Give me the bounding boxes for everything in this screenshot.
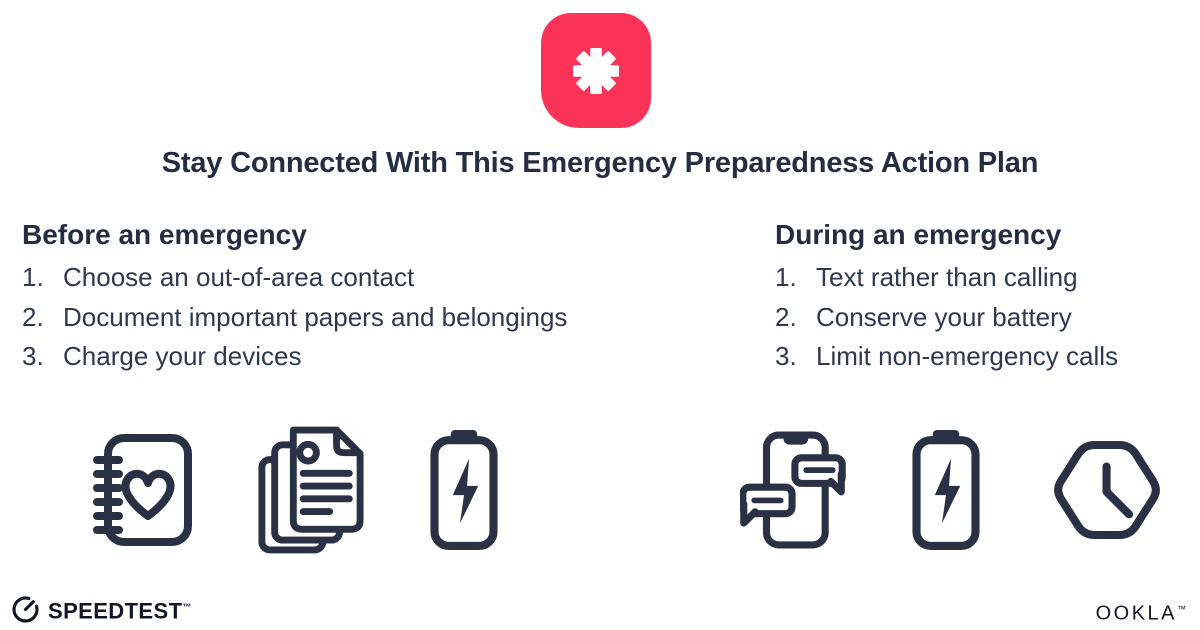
limit-clock-icon [1046,436,1168,544]
speedtest-text: SPEEDTEST [48,598,183,624]
item-text: Conserve your battery [816,301,1072,332]
list-item [22,337,722,377]
list-item [775,298,1195,338]
medical-asterisk-icon [541,13,651,128]
list-item [775,258,1195,298]
page-title: Stay Connected With This Emergency Preparedness Action Plan [161,147,1039,179]
before-list [22,258,722,377]
contacts-notebook-icon [92,432,192,548]
item-text: Charge your devices [63,341,302,371]
item-text: Document important papers and belongings [63,301,568,332]
item-text: Choose an out-of-area contact [63,262,415,292]
ookla-logo [1096,597,1186,626]
during-section [775,219,1195,377]
item-text: Limit non-emergency calls [816,341,1119,371]
item-number: 1. [775,262,797,292]
before-section [22,219,722,377]
speedtest-wordmark [48,594,191,624]
ookla-trademark: ™ [1177,604,1186,614]
item-number: 2. [775,301,797,332]
battery-charge-icon [912,430,980,550]
list-item [22,298,722,338]
speedtest-logo [12,594,191,624]
before-icons [92,424,498,556]
speedtest-trademark: ™ [182,602,192,612]
asterisk-glyph [564,39,628,103]
list-item [22,258,722,298]
during-icons [740,424,1168,556]
item-number: 2. [22,301,44,332]
item-number: 1. [22,262,44,292]
before-heading: Before an emergency [22,219,307,250]
battery-charge-icon [430,430,498,550]
during-heading: During an emergency [775,219,1062,250]
during-list [775,258,1195,377]
item-number: 3. [775,341,797,371]
ookla-text: OOKLA [1095,602,1177,625]
item-number: 3. [22,341,44,371]
documents-icon [256,424,366,556]
list-item [775,337,1195,377]
phone-messages-icon [740,430,846,550]
speedtest-gauge-icon [12,596,39,623]
item-text: Text rather than calling [816,262,1078,292]
